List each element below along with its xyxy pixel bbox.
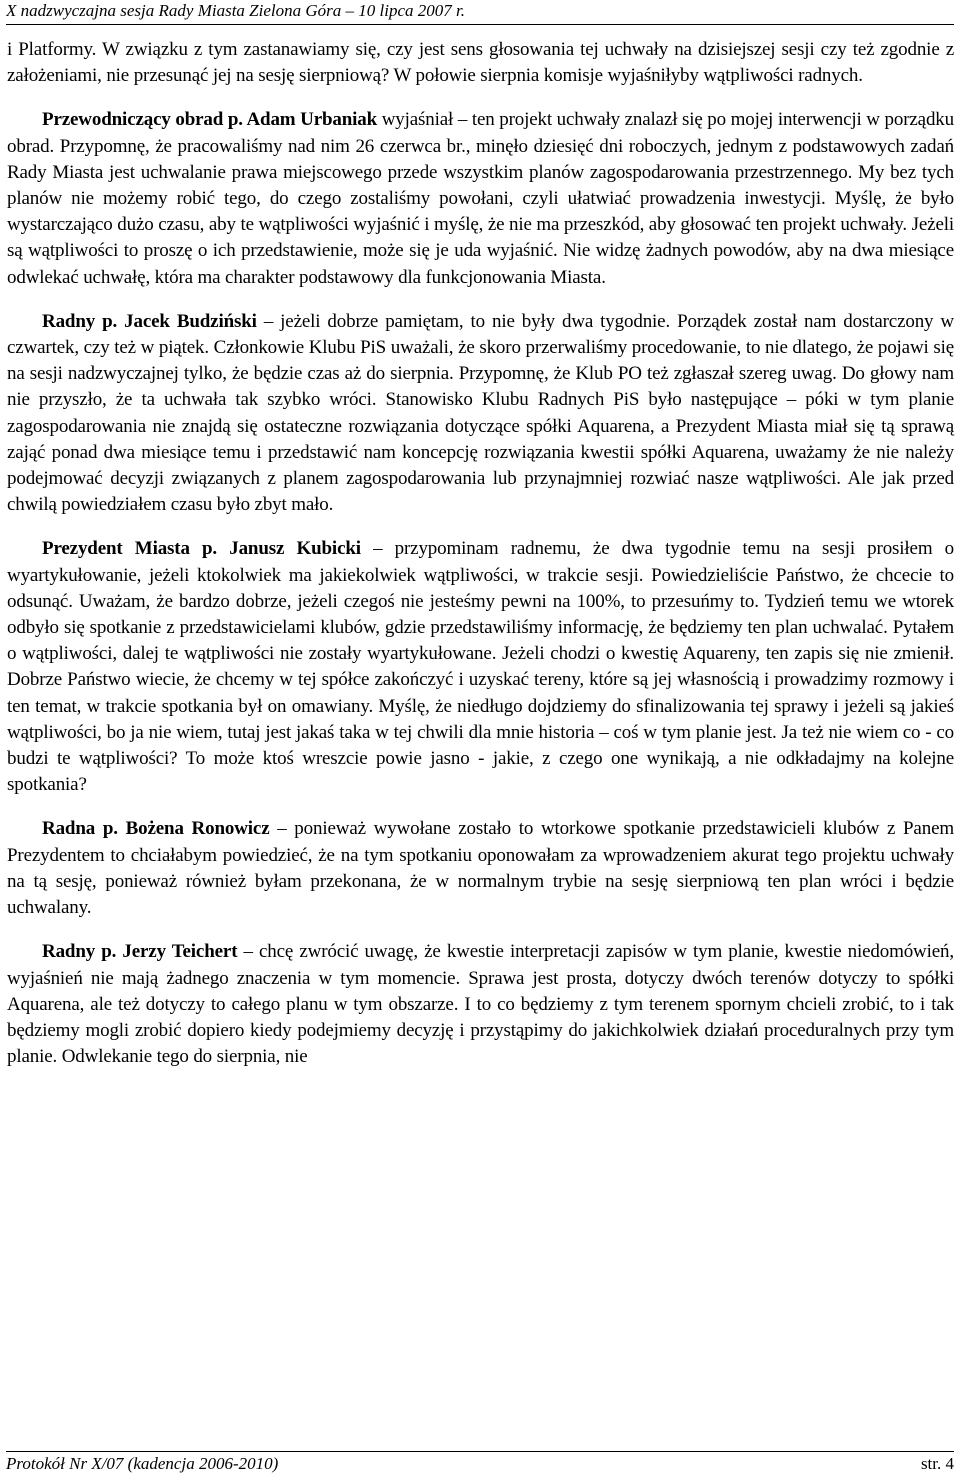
- paragraph-kubicki: [7, 536, 954, 798]
- paragraph-ronowicz: [7, 816, 954, 921]
- speaker-name: Radny p. Jacek Budziński: [42, 310, 257, 332]
- paragraph-continuation: [7, 37, 954, 89]
- paragraph-text: – jeżeli dobrze pamiętam, to nie były dwa tygodnie. Porządek został nam dostarczony w czwartek, czy też w piątek. Członkowie Klubu PiS uważali, że skoro przerwaliśmy procedowanie, to nie dlatego, że pojawi się na sesji nadzwyczajnej tylko, że będzie czas aż do sierpnia. Przypomnę, że Klub PO też zgłaszał szereg uwag. Do głowy nam nie przyszło, że ta uchwała tak szybko wróci. Stanowisko Klubu Radnych PiS było następujące – póki w tym planie zagospodarowania nie znajdą się ostateczne rozwiązania dotyczące spółki Aquarena, a Prezydent Miasta miał się tą sprawą zająć ponad dwa miesiące temu i przedstawić nam koncepcję rozwiązania kwestii spółki Aquarena, uważamy że nie należy podejmować decyzji związanych z planem zagospodarowania lub przynajmniej rozwiać nasze wątpliwości. Ale jak przed chwilą powiedziałem czasu było zbyt mało.: [7, 310, 954, 516]
- header-title: X nadzwyczajna sesja Rady Miasta Zielona Góra – 10 lipca 2007 r.: [6, 1, 465, 20]
- paragraph-text: – ponieważ wywołane zostało to wtorkowe spotkanie przedstawicieli klubów z Panem Prezydentem to chciałabym powiedzieć, że na tym spotkaniu oponowałam za wprowadzeniem akurat tego projektu uchwały na tą sesję, ponieważ również byłam przekonana, że w normalnym trybie na sesję sierpniową ten plan wróci i będzie uchwalany.: [7, 818, 954, 919]
- page-header: [6, 0, 954, 25]
- paragraph-urbaniak: [7, 107, 954, 290]
- document-body: [7, 37, 954, 1088]
- paragraph-text: – chcę zwrócić uwagę, że kwestie interpretacji zapisów w tym planie, kwestie niedomówień, wyjaśnień nie mają żadnego znaczenia w tym momencie. Sprawa jest prosta, dotyczy dwóch terenów dotyczy to spółki Aquarena, ale też dotyczy to całego planu w tym obszarze. I to co będziemy z tym terenem spornym chcieli zrobić, to i tak będziemy mogli zrobić dopiero kiedy podejmiemy decyzję i przystąpimy do jakichkolwiek działań proceduralnych przy tym planie. Odwlekanie tego do sierpnia, nie: [7, 941, 954, 1068]
- speaker-name: Radna p. Bożena Ronowicz: [42, 818, 270, 840]
- paragraph-budzinski: [7, 309, 954, 519]
- page-number: str. 4: [920, 1454, 954, 1473]
- footer-protocol: Protokół Nr X/07 (kadencja 2006-2010): [6, 1454, 279, 1473]
- paragraph-text: i Platformy. W związku z tym zastanawiamy się, czy jest sens głosowania tej uchwały na dzisiejszej sesji czy też zgodnie z założeniami, nie przesunąć jej na sesję sierpniową? W połowie sierpnia komisje wyjaśniłyby wątpliwości radnych.: [7, 39, 954, 87]
- speaker-name: Przewodniczący obrad p. Adam Urbaniak: [42, 109, 378, 131]
- paragraph-text: wyjaśniał – ten projekt uchwały znalazł się po mojej interwencji w porządku obrad. Przypomnę, że pracowaliśmy nad nim 26 czerwca br., minęło dziesięć dni roboczych, jednym z podstawowych zadań Rady Miasta jest uchwalanie prawa miejscowego przede wszystkim planów zagospodarowania przestrzennego. My bez tych planów nie możemy robić tego, do czego zostaliśmy powołani, czyli ułatwiać prowadzenia inwestycji. Myślę, że było wystarczająco dużo czasu, aby te wątpliwości wyjaśnić i myślę, że nie ma przeszkód, aby głosować ten projekt uchwały. Jeżeli są wątpliwości to proszę o ich przedstawienie, może się je uda wyjaśnić. Nie widzę żadnych powodów, aby na dwa miesiące odwlekać uchwałę, która ma charakter podstawowy dla funkcjonowania Miasta.: [7, 109, 954, 288]
- speaker-name: Radny p. Jerzy Teichert: [42, 941, 238, 963]
- paragraph-teichert: [7, 939, 954, 1070]
- page-footer: [6, 1451, 954, 1478]
- paragraph-text: – przypominam radnemu, że dwa tygodnie temu na sesji prosiłem o wyartykułowanie, jeżeli ktokolwiek ma jakiekolwiek wątpliwości, w trakcie sesji. Powiedzieliście Państwo, że chcecie to odsunąć. Uważam, że bardzo dobrze, jeżeli czegoś nie jesteśmy pewni na 100%, to przesuńmy to. Tydzień temu we wtorek odbyło się spotkanie z przedstawicielami klubów, gdzie przedstawiliśmy informację, że będziemy ten plan uchwalać. Pytałem o wątpliwości, dalej te wątpliwości nie zostały wyartykułowane. Jeżeli chodzi o kwestię Aquareny, ten zapis się nie zmienił. Dobrze Państwo wiecie, że chcemy w tej spółce zakończyć i uzyskać tereny, które są jej własnością i prowadzimy rozmowy i ten temat, w trakcie spotkania był on omawiany. Myślę, że niedługo dojdziemy do sfinalizowania tej sprawy i jeżeli są jakieś wątpliwości, bo ja nie wiem, tutaj jest jakaś taka w tej chwili dla mnie historia – coś w tym planie jest. Ja też nie wiem co - co budzi te wątpliwości? To może ktoś wreszcie powie jasno - jakie, z czego one wynikają, a nie odkładajmy na kolejne spotkania?: [7, 538, 955, 796]
- speaker-name: Prezydent Miasta p. Janusz Kubicki: [42, 538, 361, 560]
